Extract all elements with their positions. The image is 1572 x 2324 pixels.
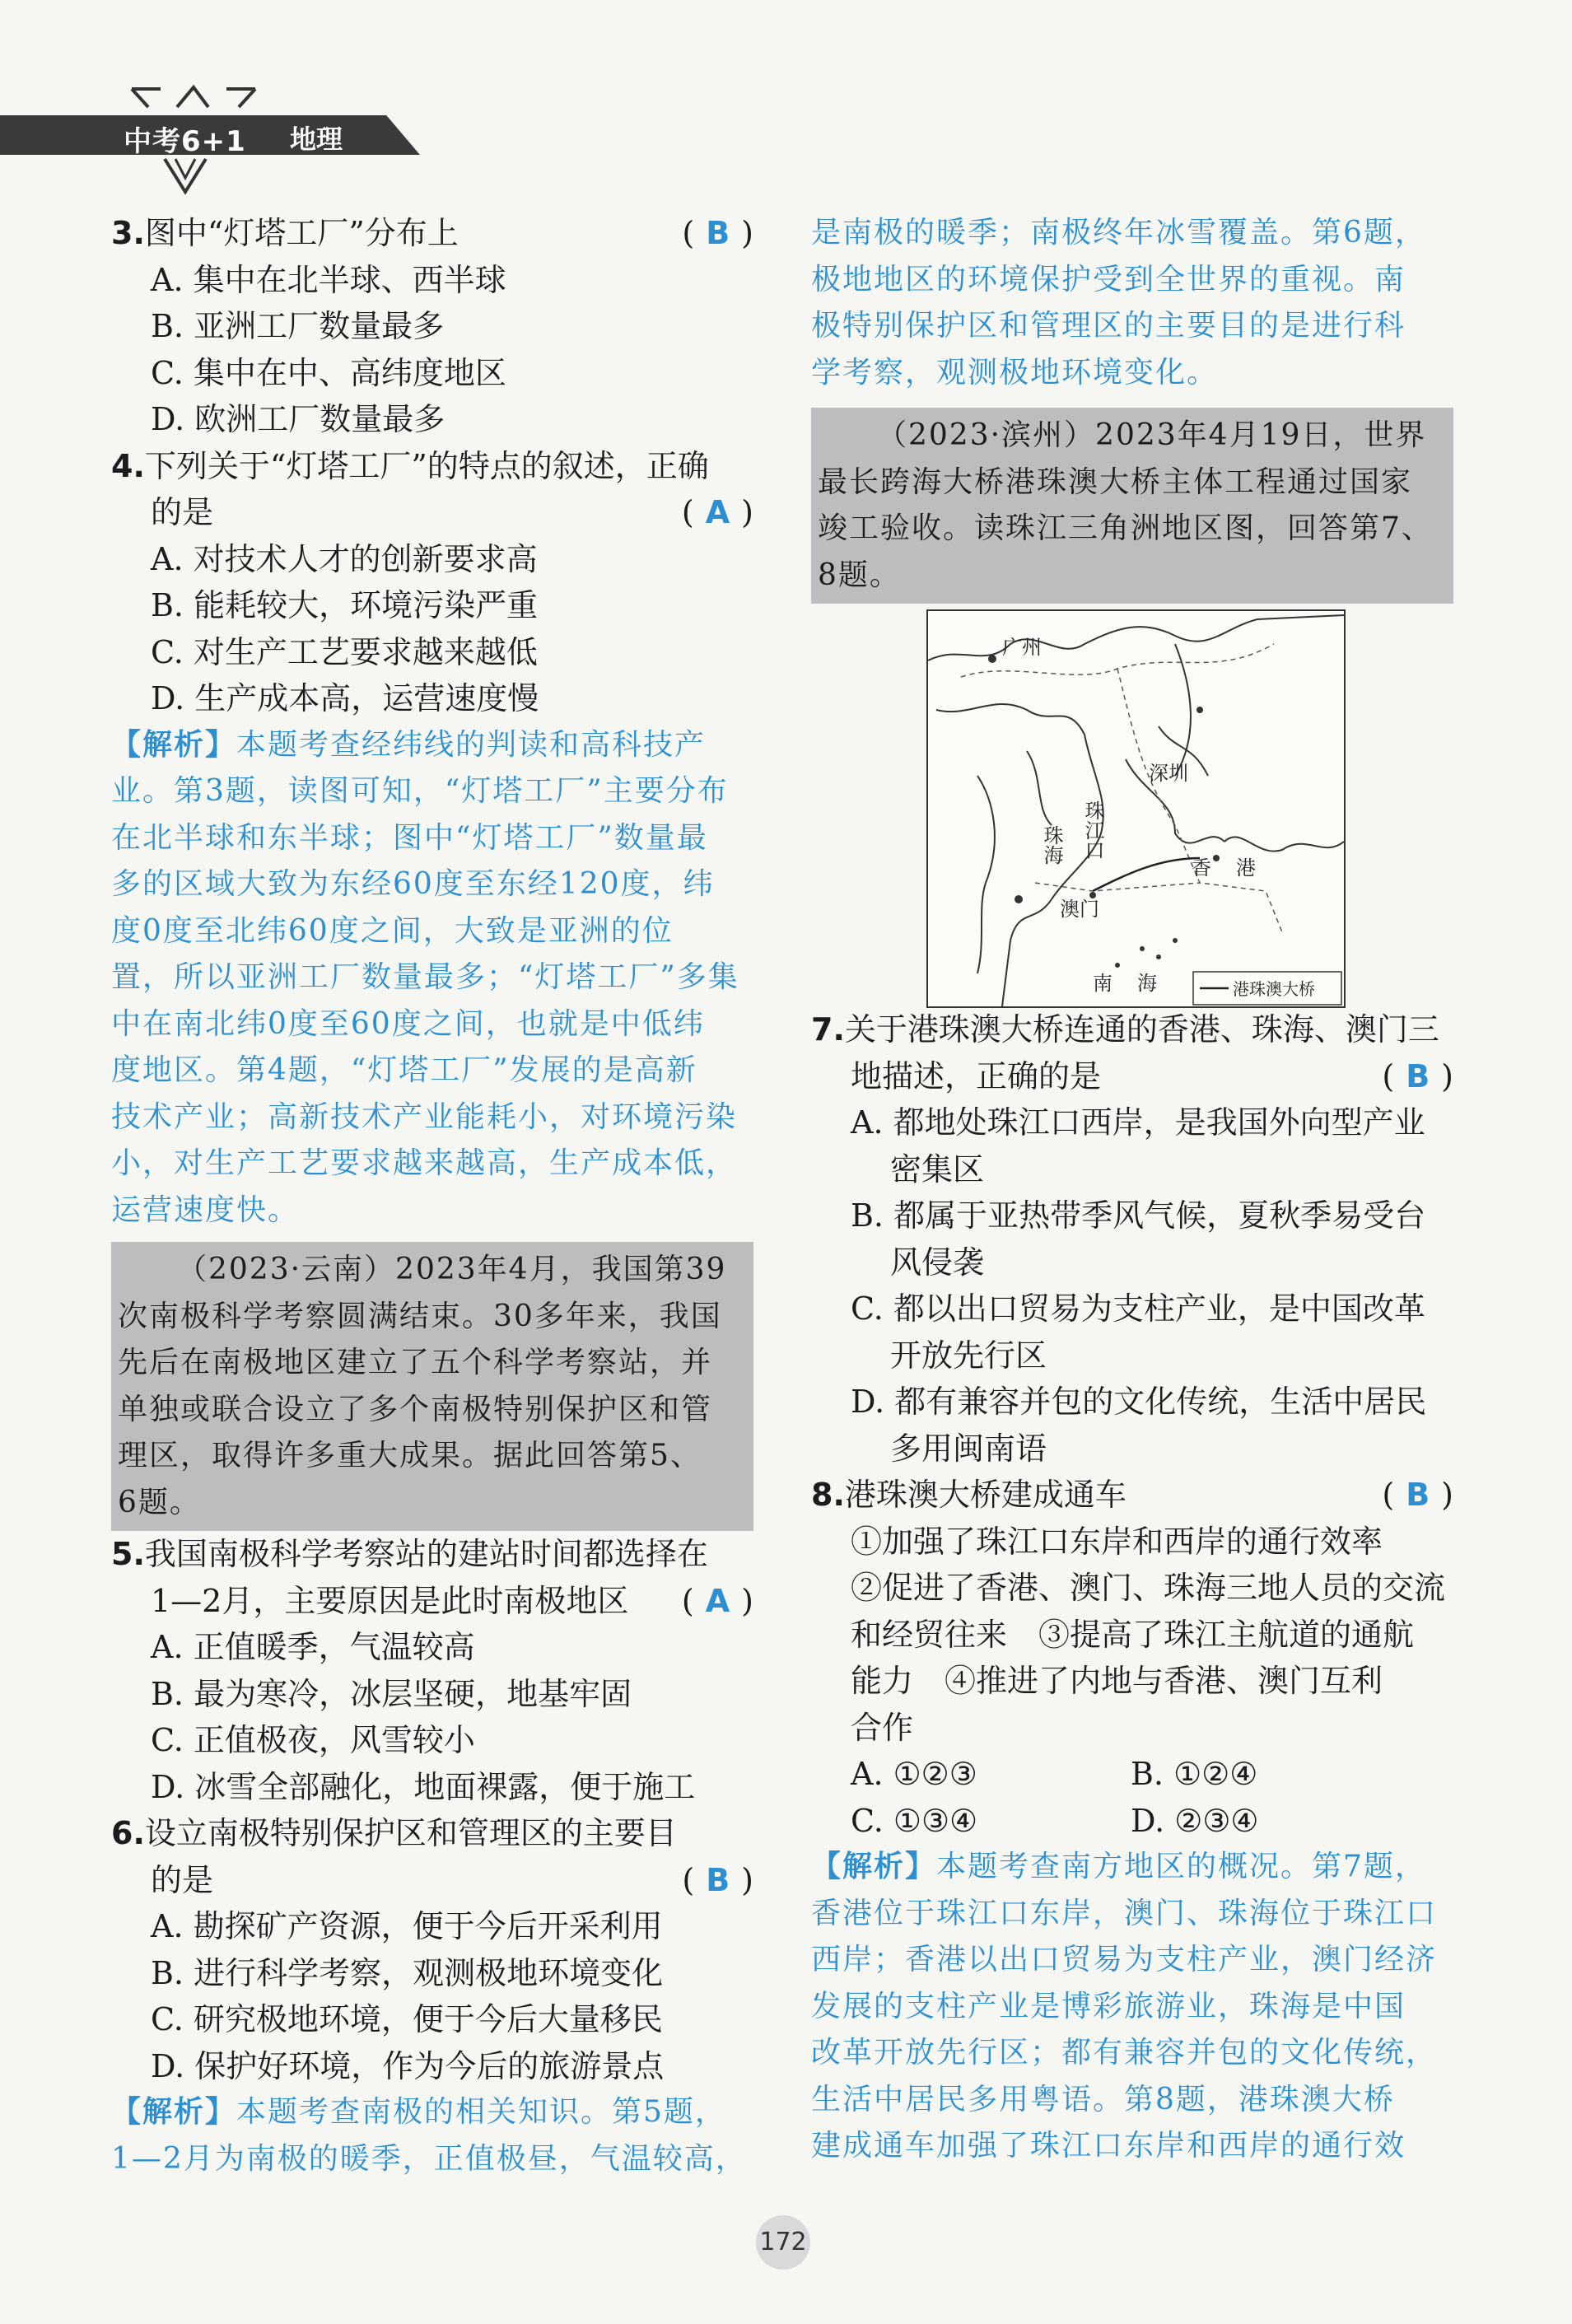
option: C. 对生产工艺要求越来越低 (151, 633, 538, 670)
reading-material-box: （2023·云南）2023年4月，我国第39 次南极科学考察圆满结束。30多年来，我国 先后在南极地区建立了五个科学考察站，并 单独或联合设立了多个南极特别保护区和管 理区，取得许多重大成果。据此回答第5、 6题。 (111, 1242, 753, 1531)
label-guangzhou: 广州 (1002, 636, 1042, 659)
statement: ①加强了珠江口东岸和西岸的通行效率 (851, 1523, 1383, 1560)
question-4-stem-cont: 的是 ( A ) (111, 489, 753, 536)
header-banner (0, 82, 428, 173)
question-5-stem-cont: 1—2月，主要原因是此时南极地区 ( A ) (111, 1578, 753, 1625)
label-aomen: 澳门 (1060, 898, 1099, 921)
option: D. 冰雪全部融化，地面裸露，便于施工 (151, 1768, 696, 1805)
option-cont: 开放先行区 (890, 1337, 1047, 1374)
option: A. 都地处珠江口西岸，是我国外向型产业 (851, 1104, 1425, 1141)
question-4-stem: 4.下列关于“灯塔工厂”的特点的叙述，正确 (111, 447, 709, 484)
answer-bracket: ( B ) (1382, 1057, 1453, 1094)
right-column-lower (811, 1006, 1453, 2170)
statement: 和经贸往来 ③提高了珠江主航道的通航 (851, 1616, 1415, 1653)
option: A. 对技术人才的创新要求高 (151, 540, 538, 577)
option: C. 正值极夜，风雪较小 (151, 1722, 475, 1758)
answer-bracket: ( A ) (681, 1582, 753, 1619)
svg-text:港珠澳大桥: 港珠澳大桥 (1233, 979, 1315, 999)
statement: ②促进了香港、澳门、珠海三地人员的交流 (851, 1570, 1446, 1606)
option: B. 能耗较大，环境污染严重 (151, 587, 539, 623)
option: C. 集中在中、高纬度地区 (151, 354, 506, 391)
answer-bracket: ( A ) (681, 494, 753, 530)
option: A. 集中在北半球、西半球 (151, 261, 506, 298)
option-cont: 多用闽南语 (890, 1430, 1047, 1467)
analysis-block: 【解析】本题考查南极的相关知识。第5题， 1—2月为南极的暖季，正值极昼，气温较高， (111, 2095, 747, 2176)
map-drawing (928, 611, 1344, 1006)
right-column (811, 210, 1453, 604)
question-7-stem-cont: 地描述，正确的是 ( B ) (811, 1053, 1453, 1100)
option: B. 都属于亚热带季风气候，夏秋季易受台 (851, 1197, 1426, 1234)
option: B. 最为寒冷，冰层坚硬，地基牢固 (151, 1675, 632, 1712)
question-7-stem: 7.关于港珠澳大桥连通的香港、珠海、澳门三 (811, 1011, 1439, 1048)
analysis-continued: 是南极的暖季；南极终年冰雪覆盖。第6题， 极地地区的环境保护受到全世界的重视。南 极特别保护区和管理区的主要目的是进行科 学考察，观测极地环境变化。 (811, 216, 1426, 390)
map-legend (1193, 972, 1341, 1005)
option-cont: 风侵袭 (890, 1244, 985, 1281)
logo-decoration-icon (128, 82, 259, 115)
label-zhuhai: 珠海 (1040, 825, 1063, 865)
question-6-stem: 6.设立南极特别保护区和管理区的主要目 (111, 1815, 677, 1851)
label-xianggang: 香港 (1192, 856, 1280, 880)
option: D. 都有兼容并包的文化传统，生活中居民 (851, 1384, 1427, 1420)
answer-bracket: ( B ) (682, 1861, 753, 1898)
label-zhujiang: 珠江口 (1081, 800, 1104, 860)
question-5-stem: 5.我国南极科学考察站的建站时间都选择在 (111, 1536, 708, 1572)
statement: 能力 ④推进了内地与香港、澳门互利 (851, 1663, 1383, 1699)
choice-row: A. ①②③ B. ①②④ (851, 1756, 1258, 1792)
option: D. 保护好环境，作为今后的旅游景点 (151, 2047, 665, 2084)
option: C. 研究极地环境，便于今后大量移民 (151, 2001, 663, 2037)
page-number: 172 (756, 2215, 810, 2270)
series-logo: 中考6+1 (124, 125, 246, 158)
label-shenzhen: 深圳 (1149, 762, 1188, 785)
question-6-stem-cont: 的是 ( B ) (111, 1857, 753, 1904)
subject-label: 地理 (290, 124, 343, 155)
label-nanhai: 南海 (1093, 972, 1182, 995)
option: A. 正值暖季，气温较高 (151, 1629, 475, 1665)
option: B. 进行科学考察，观测极地环境变化 (151, 1954, 664, 1991)
left-column (111, 210, 753, 2182)
option-cont: 密集区 (890, 1150, 985, 1188)
answer-bracket: ( B ) (1382, 1477, 1453, 1513)
reading-material-box: （2023·滨州）2023年4月19日，世界 最长跨海大桥港珠澳大桥主体工程通过国家 竣工验收。读珠江三角洲地区图，回答第7、 8题。 (811, 408, 1453, 604)
option: A. 勘探矿产资源，便于今后开采利用 (151, 1908, 663, 1944)
question-3-stem: 3.图中“灯塔工厂”分布上 ( B ) (111, 210, 753, 257)
statement: 合作 (851, 1709, 914, 1746)
pearl-river-delta-map (926, 609, 1346, 1008)
option: C. 都以出口贸易为支柱产业，是中国改革 (851, 1290, 1425, 1327)
answer-bracket: ( B ) (682, 215, 753, 251)
option: B. 亚洲工厂数量最多 (151, 308, 445, 344)
analysis-block: 【解析】本题考查经纬线的判读和高科技产 业。第3题，读图可知，“灯塔工厂”主要分布 在北半球和东半球；图中“灯塔工厂”数量最 多的区域大致为东经60度至东经120度，纬 度0度至北纬60度之间，大致是亚洲的位 置，所以亚洲工厂数量最多；“灯塔工厂”多集 中在南北纬0度至60度之间，也就是中低纬 度地区。第4题，“灯塔工厂”发展的是高新 技术产业；高新技术产业能耗小，对环境污染 小，对生产工艺要求越来越高，生产成本低， 运营速度快。 (111, 727, 739, 1227)
question-8-stem: 8.港珠澳大桥建成通车 ( B ) (811, 1472, 1453, 1519)
choice-row: C. ①③④ D. ②③④ (851, 1802, 1259, 1839)
chevron-down-icon (161, 155, 210, 196)
analysis-block: 【解析】本题考查南方地区的概况。第7题， 香港位于珠江口东岸，澳门、珠海位于珠江口 西岸；香港以出口贸易为支柱产业，澳门经济 发展的支柱产业是博彩旅游业，珠海是中国 改革开放先行区；都有兼容并包的文化传统， 生活中居民多用粤语。第8题，港珠澳大桥 建成通车加强了珠江口东岸和西岸的通行效 (811, 1850, 1438, 2163)
option: D. 生产成本高，运营速度慢 (151, 680, 539, 716)
option: D. 欧洲工厂数量最多 (151, 401, 445, 437)
